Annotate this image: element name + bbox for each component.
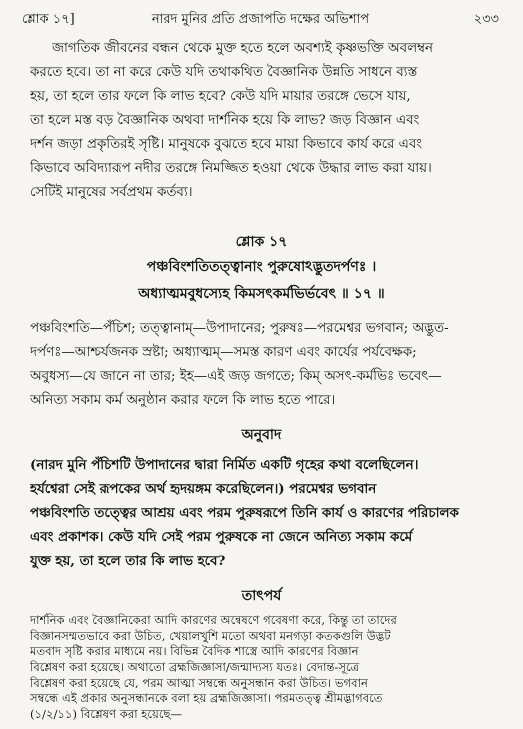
page-number: ২৩৩ <box>473 12 499 27</box>
purport-line: মতবাদ সৃষ্টি করার মাধ্যমে নয়। বিভিন্ন বৈদিক শাস্ত্রে আদি কারণের বিজ্ঞান <box>30 644 359 659</box>
translation-line: (নারদ মুনি পঁচিশটি উপাদানের দ্বারা নির্মিত একটি গৃহের কথা বলেছিলেন। <box>30 457 419 473</box>
intro-line: হয়, তা হলে তার ফলে কি লাভ হবে? কেউ যদি মায়ার তরঙ্গে ভেসে যায়, <box>30 89 411 104</box>
intro-line: জাগতিক জীবনের বন্ধন থেকে মুক্ত হতে হলে অবশ্যই কৃষ্ণভক্তি অবলম্বন <box>52 41 433 56</box>
purport-line: সম্বন্ধে এই প্রকার অনুসন্ধানকে বলা হয় ব্রহ্মজিজ্ঞাসা। পরমতত্ত্ব শ্রীমদ্ভাগবতে <box>30 691 383 706</box>
purport-line: (১/২/১১) বিশ্লেষণ করা হয়েছে— <box>30 707 183 721</box>
verse-heading: শ্লোক ১৭ <box>235 234 288 250</box>
header-chapter-title: নারদ মুনির প্রতি প্রজাপতি দক্ষের অভিশাপ <box>151 12 370 27</box>
translation-line: পঞ্চবিংশতি তত্ত্বের আশ্রয় এবং পরম পুরুষরূপে তিনি কার্য ও কারণের পরিচালক <box>30 505 459 521</box>
verse-line: পঞ্চবিংশতিতত্ত্বানাং পুরুষোঽদ্ভুতদর্পণঃ । <box>146 259 377 275</box>
translation-line: যুক্ত হয়, তা হলে তার কি লাভ হবে? <box>30 553 226 569</box>
intro-line: কিভাবে অবিদ্যারূপ নদীর তরঙ্গে নিমজ্জিত হওয়া থেকে উদ্ধার লাভ করা যায়। <box>30 161 432 176</box>
header-verse-ref: শ্লোক ১৭] <box>22 12 75 27</box>
translation-heading: অনুবাদ <box>241 427 282 443</box>
synonyms-line: দর্পণঃ—আশ্চর্যজনক স্রষ্টা; অধ্যাত্মম্—সমস্ত কারণ এবং কার্যের পর্যবেক্ষক; <box>30 345 417 360</box>
intro-line: সেটিই মানুষের সর্বপ্রথম কর্তব্য। <box>30 185 193 200</box>
synonyms-line: অবুধস্য—যে জানে না তার; ইহ—এই জড় জগতে; কিম্ অসৎ-কর্মভিঃ ভবেৎ— <box>30 369 442 384</box>
intro-line: দর্শন জড়া প্রকৃতিরই সৃষ্টি। মানুষকে বুঝতে হবে মায়া কিভাবে কার্য করে এবং <box>30 137 423 152</box>
synonyms-line: পঞ্চবিংশতি—পঁচিশ; তত্ত্বানাম্—উপাদানের; পুরুষঃ—পরমেশ্বর ভগবান; অদ্ভুত- <box>30 321 449 336</box>
purport-line: বিশ্লেষণ করা হয়েছে যে, পরম আত্মা সম্বন্ধে অনুসন্ধান করা উচিত। ভগবান <box>30 675 368 690</box>
running-header <box>22 10 499 30</box>
translation-line: হর্যশ্বেরা সেই রূপকের অর্থ হৃদয়ঙ্গম করেছিলেন।) পরমেশ্বর ভগবান <box>30 481 377 497</box>
purport-line: দার্শনিক এবং বৈজ্ঞানিকেরা আদি কারণের অন্বেষণে গবেষণা করে, কিন্তু তা তাদের <box>30 613 397 627</box>
translation-line: এবং প্রকাশক। কেউ যদি সেই পরম পুরুষকে না জেনে অনিত্য সকাম কর্মে <box>30 529 413 545</box>
synonyms-line: অনিত্য সকাম কর্ম অনুষ্ঠান করার ফলে কি লাভ হতে পারে। <box>30 393 336 408</box>
verse-line: অধ্যাত্মমবুধস্যেহ কিমসৎকর্মভির্ভবেৎ ॥ ১৭ ॥ <box>138 286 385 302</box>
intro-line: করতে হবে। তা না করে কেউ যদি তথাকথিত বৈজ্ঞানিক উন্নতি সাধনে ব্যস্ত <box>30 65 418 80</box>
purport-line: বিশ্লেষণ করা হয়েছে। অথাতো ব্রহ্মজিজ্ঞাসা/জন্মাদ্যস্য যতঃ। বেদান্ত-সূত্রে <box>30 660 360 674</box>
intro-line: তা হলে মস্ত বড় বৈজ্ঞানিক অথবা দার্শনিক হয়ে কি লাভ? জড় বিজ্ঞান এবং <box>30 113 420 128</box>
purport-line: বিজ্ঞানসম্মতভাবে করা উচিত, খেয়ালখুশি মতো অথবা মনগড়া কতকগুলি উদ্ভট <box>30 628 391 643</box>
purport-heading: তাৎপর্য <box>241 588 282 604</box>
